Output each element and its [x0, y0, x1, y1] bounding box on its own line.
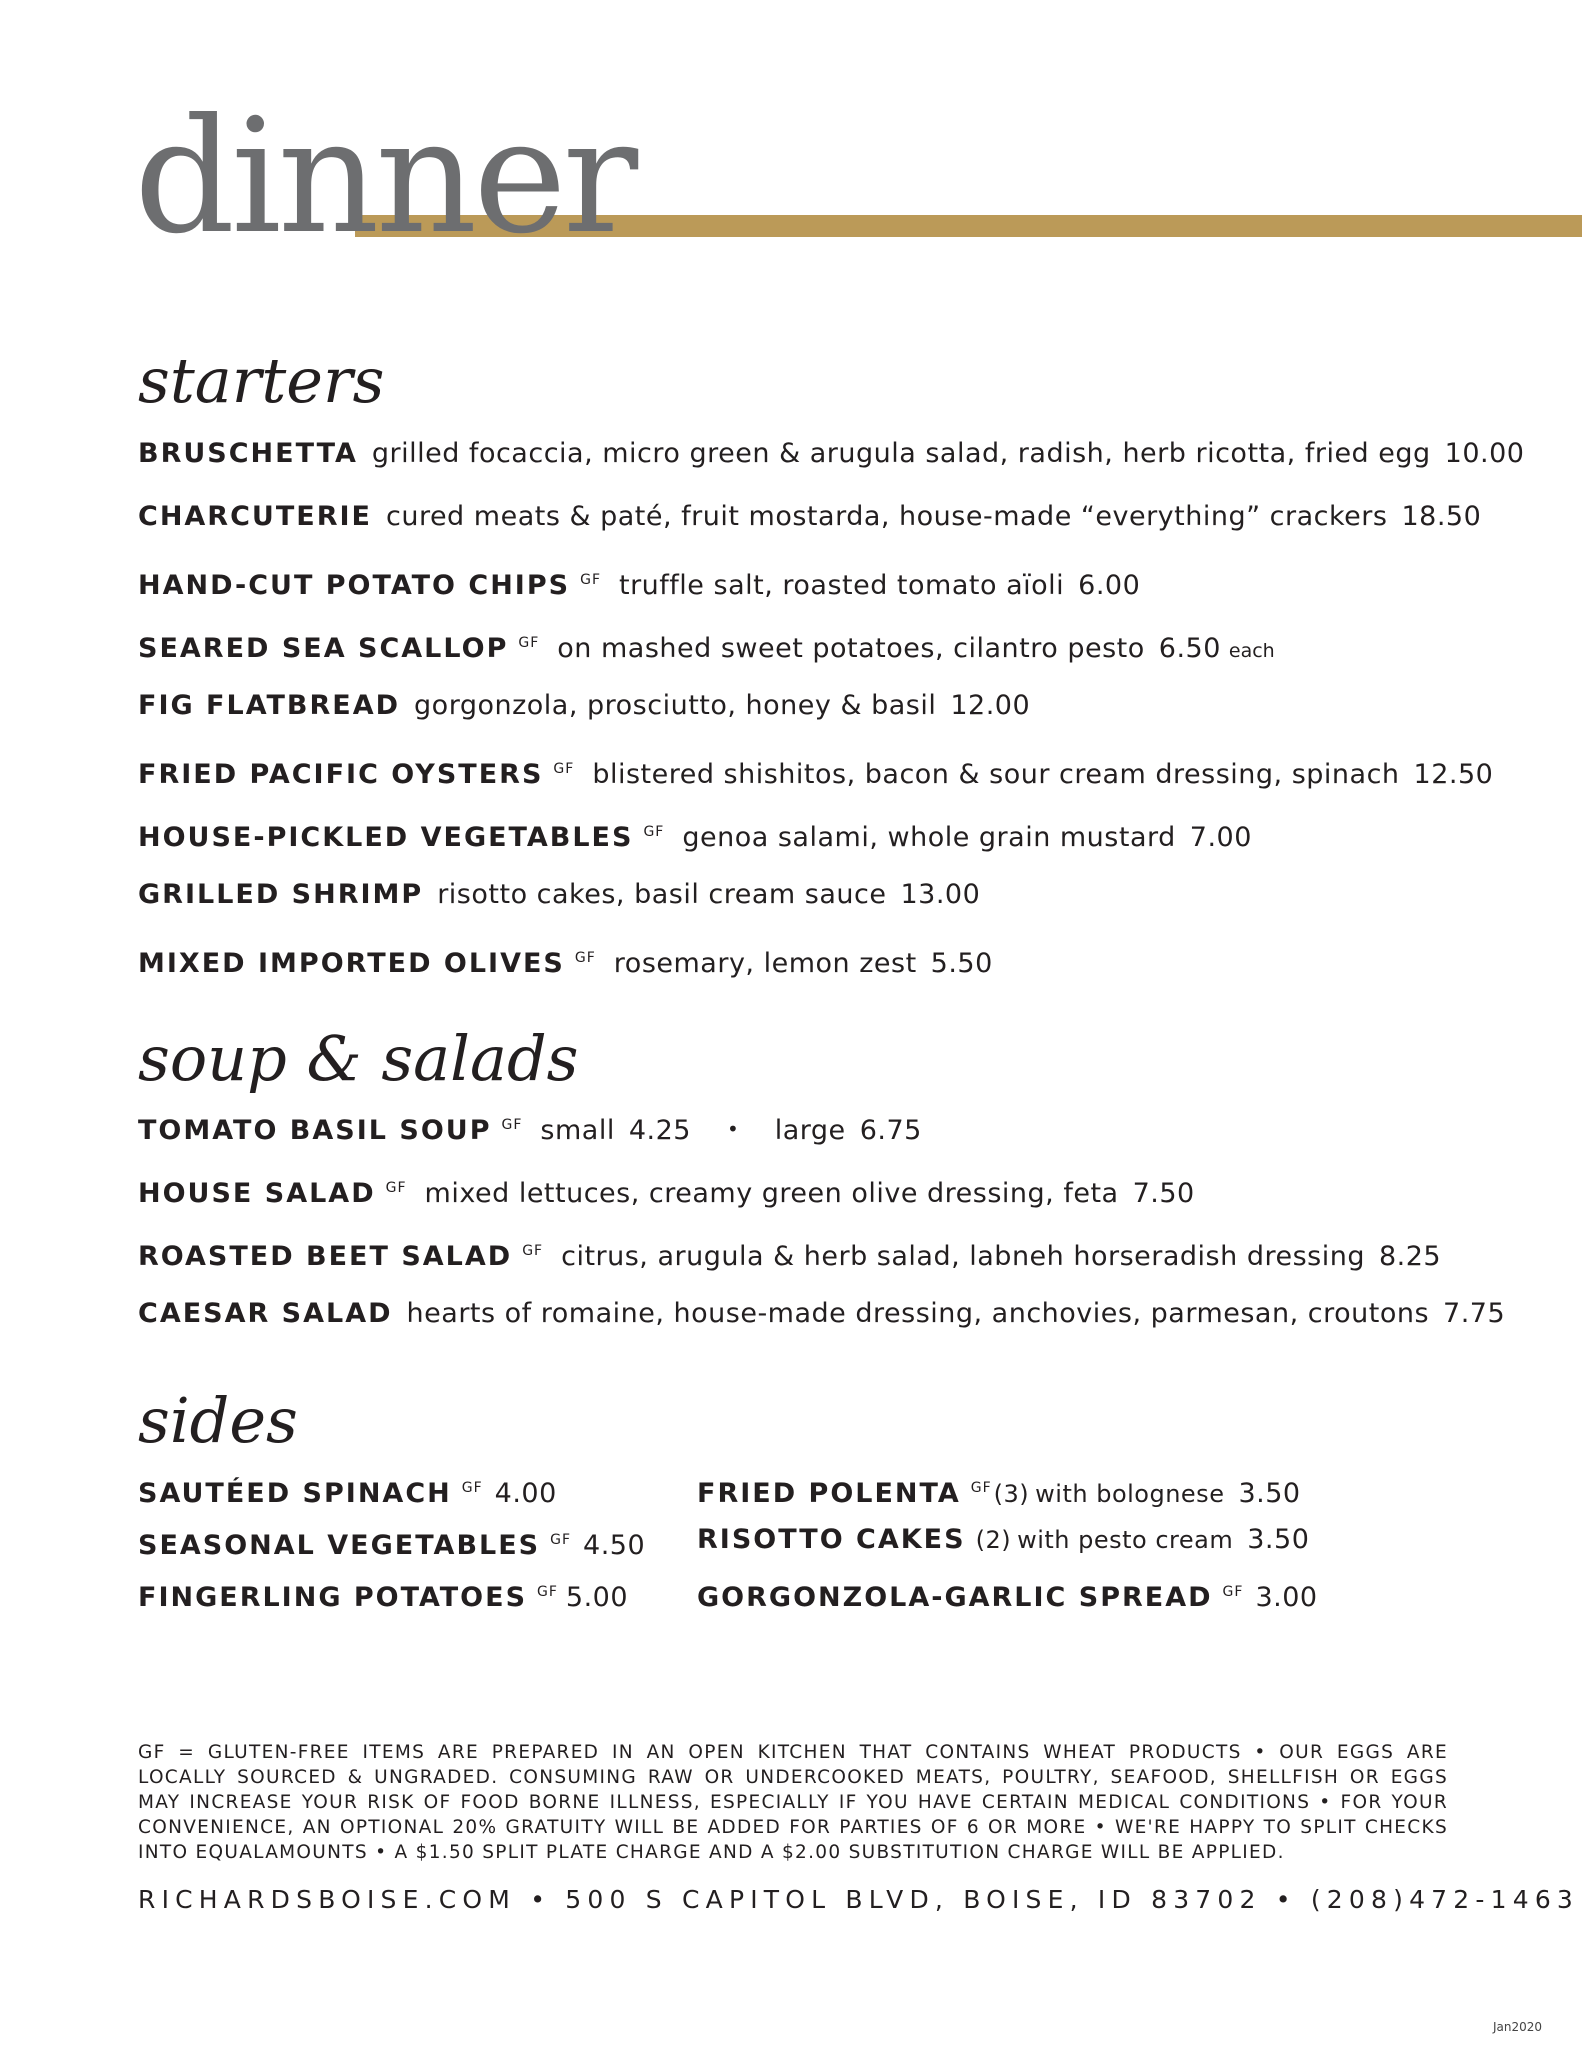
menu-item-soup	[138, 1108, 1505, 1171]
item-price: 3.50	[1238, 1478, 1301, 1509]
menu-item	[138, 1297, 1505, 1360]
item-price: 18.50	[1401, 501, 1482, 532]
side-item	[697, 1575, 1318, 1627]
side-item	[138, 1523, 645, 1575]
item-name: CAESAR SALAD	[138, 1298, 393, 1329]
section-heading-sides: sides	[138, 1384, 298, 1457]
side-item	[138, 1575, 645, 1627]
item-name: FIG FLATBREAD	[138, 690, 401, 721]
item-price: 5.00	[565, 1582, 629, 1613]
menu-item	[138, 1234, 1505, 1297]
gluten-free-badge: GF	[553, 761, 575, 777]
item-name: TOMATO BASIL SOUP	[138, 1115, 492, 1146]
size-large-price: 6.75	[859, 1115, 922, 1146]
size-large-label: large	[774, 1115, 846, 1146]
menu-item	[138, 878, 1524, 941]
item-name: FRIED PACIFIC OYSTERS	[138, 759, 544, 790]
menu-item	[138, 941, 1524, 1004]
menu-item	[138, 752, 1524, 815]
gluten-free-badge: GF	[574, 950, 596, 966]
item-description: cured meats & paté, fruit mostarda, house-made “everything” crackers	[385, 501, 1388, 532]
item-name: HOUSE-PICKLED VEGETABLES	[138, 822, 634, 853]
item-price: 7.00	[1189, 822, 1252, 853]
item-description: gorgonzola, prosciutto, honey & basil	[414, 690, 937, 721]
item-price: 4.00	[494, 1478, 557, 1509]
item-price-note: each	[1228, 640, 1275, 662]
item-name: SEARED SEA SCALLOP	[138, 633, 509, 664]
size-small-price: 4.25	[628, 1115, 691, 1146]
item-name: RISOTTO CAKES	[697, 1524, 966, 1555]
side-item	[697, 1523, 1318, 1575]
item-price: 3.50	[1247, 1524, 1310, 1555]
menu-item	[138, 500, 1524, 563]
starters-list	[138, 437, 1524, 1004]
item-description: with pesto cream	[1017, 1526, 1234, 1554]
item-price: 8.25	[1378, 1241, 1442, 1272]
item-description: mixed lettuces, creamy green olive dressing, feta	[424, 1178, 1119, 1209]
item-price: 3.00	[1255, 1582, 1318, 1613]
size-separator: •	[726, 1117, 739, 1141]
gluten-free-badge: GF	[518, 635, 540, 651]
item-name: HOUSE SALAD	[138, 1178, 376, 1209]
item-description: truffle salt, roasted tomato aïoli	[619, 570, 1065, 601]
allergen-disclaimer: GF = GLUTEN-FREE ITEMS ARE PREPARED IN AN OPEN KITCHEN THAT CONTAINS WHEAT PRODUCTS • OUR EGGS ARE LOCALLY SOURCED & UNGRADED. CONSUMING RAW OR UNDERCOOKED MEATS, POULTRY, SEAFOOD, SHELLFISH OR EGGS MAY INCREASE YOUR RISK OF FOOD BORNE ILLNESS, ESPECIALLY IF YOU HAVE CERTAIN MEDICAL CONDITIONS • FOR YOUR CONVENIENCE, AN OPTIONAL 20% GRATUITY WILL BE ADDED FOR PARTIES OF 6 OR MORE • WE'RE HAPPY TO SPLIT CHECKS INTO EQUALAMOUNTS • A $1.50 SPLIT PLATE CHARGE AND A $2.00 SUBSTITUTION CHARGE WILL BE APPLIED.	[138, 1742, 1448, 1863]
gluten-free-badge: GF	[550, 1532, 572, 1548]
side-item	[138, 1471, 645, 1523]
side-item	[697, 1471, 1318, 1523]
sides-right-column	[697, 1471, 1318, 1627]
item-name: ROASTED BEET SALAD	[138, 1241, 513, 1272]
gluten-free-badge: GF	[461, 1480, 483, 1496]
menu-item	[138, 815, 1524, 878]
gluten-free-badge: GF	[385, 1180, 407, 1196]
soup-salads-list	[138, 1108, 1505, 1360]
item-description: hearts of romaine, house-made dressing, anchovies, parmesan, croutons	[406, 1298, 1430, 1329]
item-price: 4.50	[583, 1530, 646, 1561]
menu-item	[138, 563, 1524, 626]
item-price: 10.00	[1444, 438, 1525, 469]
contact-line: RICHARDSBOISE.COM • 500 S CAPITOL BLVD, BOISE, ID 83702 • (208)472-1463	[138, 1885, 1580, 1914]
item-description: rosemary, lemon zest	[613, 948, 917, 979]
item-price: 6.00	[1078, 570, 1141, 601]
item-description: with bolognese	[1035, 1480, 1225, 1508]
item-description: risotto cakes, basil cream sauce	[437, 879, 887, 910]
gluten-free-badge: GF	[522, 1243, 544, 1259]
gluten-free-badge: GF	[970, 1480, 992, 1496]
item-quantity: (3)	[993, 1480, 1030, 1508]
menu-item	[138, 626, 1524, 689]
item-name: GORGONZOLA-GARLIC SPREAD	[697, 1582, 1213, 1613]
menu-item	[138, 1171, 1505, 1234]
menu-item	[138, 437, 1524, 500]
item-name: GRILLED SHRIMP	[138, 879, 424, 910]
section-heading-starters: starters	[138, 344, 385, 417]
item-price: 12.50	[1413, 759, 1494, 790]
item-description: genoa salami, whole grain mustard	[682, 822, 1176, 853]
item-price: 5.50	[930, 948, 993, 979]
menu-item	[138, 689, 1524, 752]
item-name: FRIED POLENTA	[697, 1478, 961, 1509]
gluten-free-badge: GF	[580, 572, 601, 588]
item-price: 7.50	[1132, 1178, 1195, 1209]
item-name: FINGERLING POTATOES	[138, 1582, 528, 1613]
item-price: 12.00	[950, 690, 1031, 721]
gluten-free-badge: GF	[537, 1584, 558, 1600]
size-small-label: small	[540, 1115, 615, 1146]
menu-version: Jan2020	[1492, 2020, 1542, 2034]
item-name: MIXED IMPORTED OLIVES	[138, 948, 565, 979]
item-quantity: (2)	[975, 1526, 1012, 1554]
menu-title: dinner	[134, 85, 635, 269]
item-price: 6.50	[1158, 633, 1221, 664]
item-description: blistered shishitos, bacon & sour cream dressing, spinach	[592, 759, 1400, 790]
item-description: citrus, arugula & herb salad, labneh horseradish dressing	[561, 1241, 1365, 1272]
item-name: BRUSCHETTA	[138, 438, 358, 469]
item-price: 13.00	[900, 879, 981, 910]
gluten-free-badge: GF	[501, 1117, 523, 1133]
item-name: SAUTÉED SPINACH	[138, 1478, 452, 1509]
gluten-free-badge: GF	[1222, 1584, 1244, 1600]
item-description: grilled focaccia, micro green & arugula salad, radish, herb ricotta, fried egg	[371, 438, 1431, 469]
item-name: CHARCUTERIE	[138, 501, 372, 532]
sides-left-column	[138, 1471, 645, 1627]
item-price: 7.75	[1443, 1298, 1506, 1329]
item-name: HAND-CUT POTATO CHIPS	[138, 570, 571, 601]
section-heading-soup-salads: soup & salads	[138, 1022, 579, 1095]
gluten-free-badge: GF	[643, 824, 665, 840]
item-name: SEASONAL VEGETABLES	[138, 1530, 541, 1561]
item-description: on mashed sweet potatoes, cilantro pesto	[557, 633, 1145, 664]
